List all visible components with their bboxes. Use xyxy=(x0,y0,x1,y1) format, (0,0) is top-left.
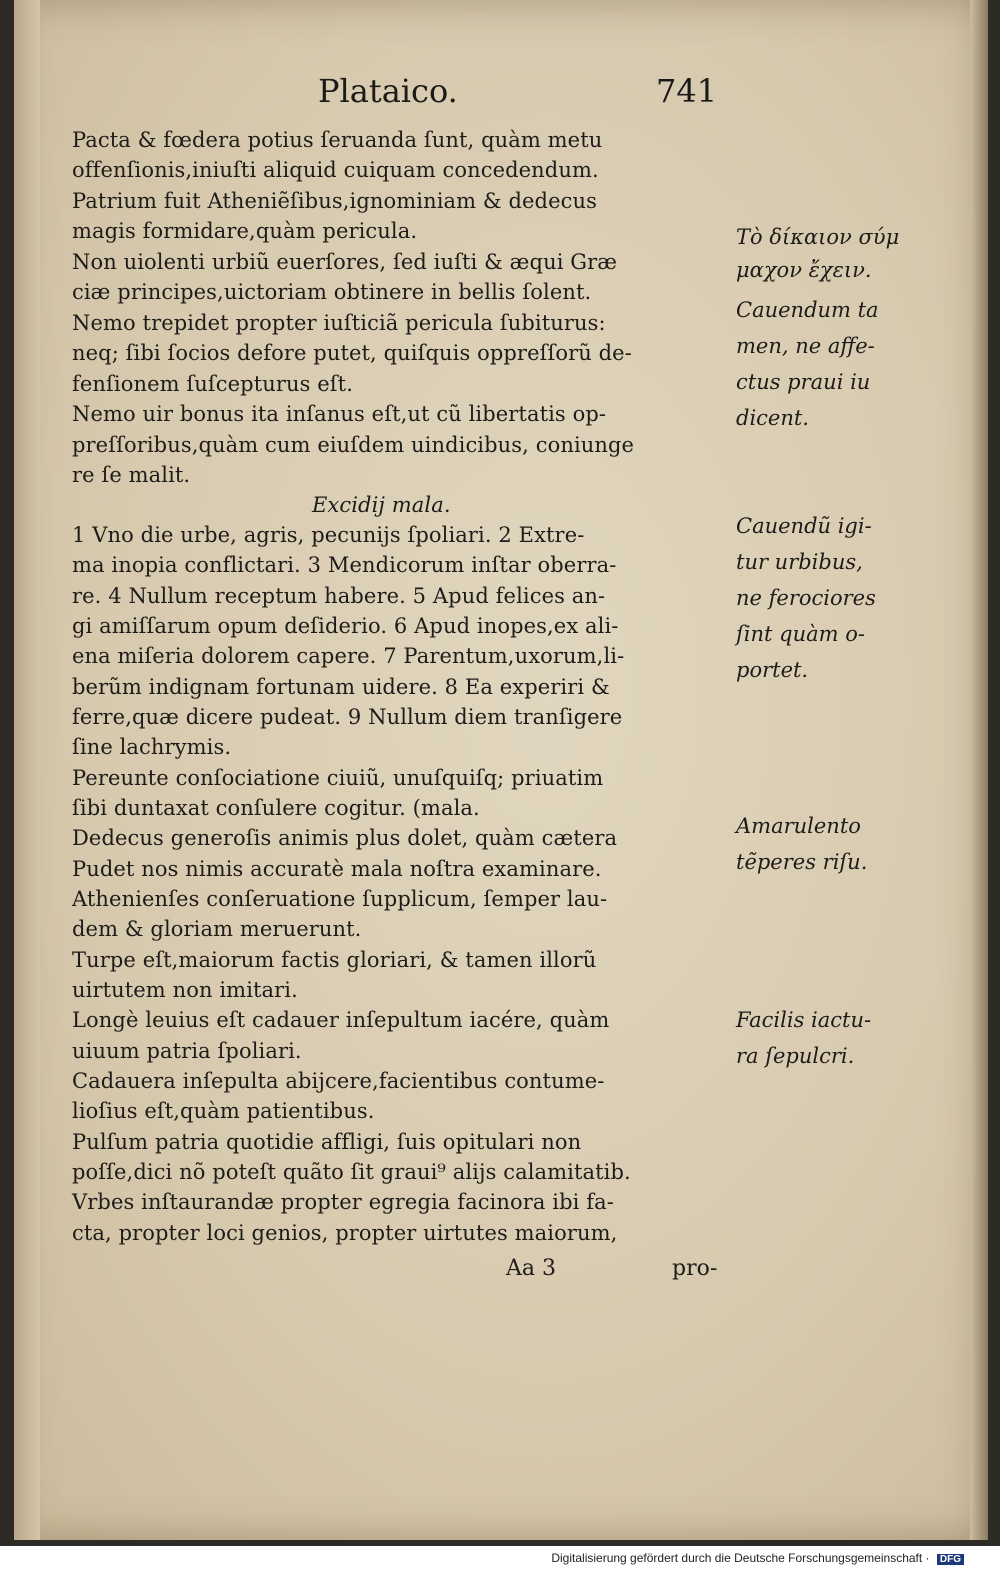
body-line: ferre,quæ dicere pudeat. 9 Nullum diem tranſigere xyxy=(72,705,623,729)
running-title: Plataico. xyxy=(318,72,458,110)
body-line: ſibi duntaxat conſulere cogitur. (mala. xyxy=(72,796,480,820)
signature-mark: Aa 3 xyxy=(506,1256,556,1281)
page-edge xyxy=(970,0,988,1540)
body-line: fenſionem ſuſcepturus eſt. xyxy=(72,372,353,396)
body-line: Nemo uir bonus ita inſanus eſt,ut cũ libertatis op- xyxy=(72,402,607,426)
body-line: Dedecus generoſis animis plus dolet, quàm cætera xyxy=(72,826,618,850)
page-number: 741 xyxy=(656,72,718,110)
body-line: offenſionis,iniuſti aliquid cuiquam concedendum. xyxy=(72,158,599,182)
body-line: Nemo trepidet propter iuſticiã pericula ſubiturus: xyxy=(72,311,606,335)
body-line: Longè leuius eſt cadauer inſepultum iacére, quàm xyxy=(72,1008,610,1032)
catchword: pro- xyxy=(672,1256,718,1281)
body-line: neq; ſibi ſocios defore putet, quiſquis oppreſſorũ de- xyxy=(72,341,632,365)
body-line: ciæ principes,uictoriam obtinere in bellis ſolent. xyxy=(72,280,592,304)
dfg-logo: DFG xyxy=(937,1554,964,1565)
body-line: magis formidare,quàm pericula. xyxy=(72,219,418,243)
margin-note: tur urbibus, xyxy=(736,550,863,574)
margin-note: tẽperes riſu. xyxy=(736,850,868,874)
body-line: 1 Vno die urbe, agris, pecunijs ſpoliari. 2 Extre- xyxy=(72,523,585,547)
body-line: re ſe malit. xyxy=(72,463,191,487)
section-heading: Excidij mala. xyxy=(312,493,451,517)
margin-note: dicent. xyxy=(736,406,809,430)
margin-note: Cauendũ igi- xyxy=(736,514,872,538)
body-line: ena miſeria dolorem capere. 7 Parentum,uxorum,li- xyxy=(72,644,625,668)
page-gutter xyxy=(14,0,40,1540)
body-line: Cadauera inſepulta abijcere,facientibus contume- xyxy=(72,1069,605,1093)
footer-text: Digitalisierung gefördert durch die Deutsche Forschungsgemeinschaft · xyxy=(551,1551,930,1565)
body-line: cta, propter loci genios, propter uirtutes maiorum, xyxy=(72,1221,618,1245)
body-line: ma inopia conflictari. 3 Mendicorum inſtar oberra- xyxy=(72,553,617,577)
margin-note: ne ferociores xyxy=(736,586,876,610)
margin-note: ra ſepulcri. xyxy=(736,1044,855,1068)
body-line: lioſius eſt,quàm patientibus. xyxy=(72,1099,375,1123)
margin-note: μαχον ἔχειν. xyxy=(736,258,872,282)
body-line: uirtutem non imitari. xyxy=(72,978,298,1002)
body-line: Non uiolenti urbiũ euerſores, ſed iuſti & æqui Græ xyxy=(72,250,618,274)
body-line: Patrium fuit Atheniẽſibus,ignominiam & dedecus xyxy=(72,189,597,213)
body-line: uiuum patria ſpoliari. xyxy=(72,1039,302,1063)
margin-note: portet. xyxy=(736,658,809,682)
margin-note: Τὸ δίκαιον σύμ xyxy=(736,225,900,249)
body-line: Athenienſes conſeruatione ſupplicum, ſemper lau- xyxy=(72,887,608,911)
body-line: ſine lachrymis. xyxy=(72,735,232,759)
body-line: Pereunte conſociatione ciuiũ, unuſquiſq; priuatim xyxy=(72,766,604,790)
body-line: poſſe,dici nõ poteſt quãto ſit graui⁹ alijs calamitatib. xyxy=(72,1160,631,1184)
body-line: dem & gloriam meruerunt. xyxy=(72,917,362,941)
body-line: Turpe eſt,maiorum factis gloriari, & tamen illorũ xyxy=(72,948,597,972)
margin-note: ctus praui iu xyxy=(736,370,871,394)
margin-note: Cauendum ta xyxy=(736,298,879,322)
margin-note: ſint quàm o- xyxy=(736,622,865,646)
body-line: Pacta & fœdera potius ſeruanda ſunt, quàm metu xyxy=(72,128,603,152)
footer-credit xyxy=(551,1551,964,1565)
body-line: preſſoribus,quàm cum eiuſdem uindicibus, coniunge xyxy=(72,433,635,457)
margin-note: Facilis iactu- xyxy=(736,1008,872,1032)
body-line: re. 4 Nullum receptum habere. 5 Apud felices an- xyxy=(72,584,606,608)
body-line: Vrbes inſtaurandæ propter egregia facinora ibi fa- xyxy=(72,1190,614,1214)
margin-note: Amarulento xyxy=(736,814,861,838)
margin-note: men, ne affe- xyxy=(736,334,875,358)
body-line: Pulſum patria quotidie affligi, ſuis opitulari non xyxy=(72,1130,582,1154)
body-line: Pudet nos nimis accuratè mala noſtra examinare. xyxy=(72,857,602,881)
body-line: berũm indignam fortunam uidere. 8 Ea experiri & xyxy=(72,675,610,699)
body-line: gi amiſſarum opum deſiderio. 6 Apud inopes,ex ali- xyxy=(72,614,619,638)
